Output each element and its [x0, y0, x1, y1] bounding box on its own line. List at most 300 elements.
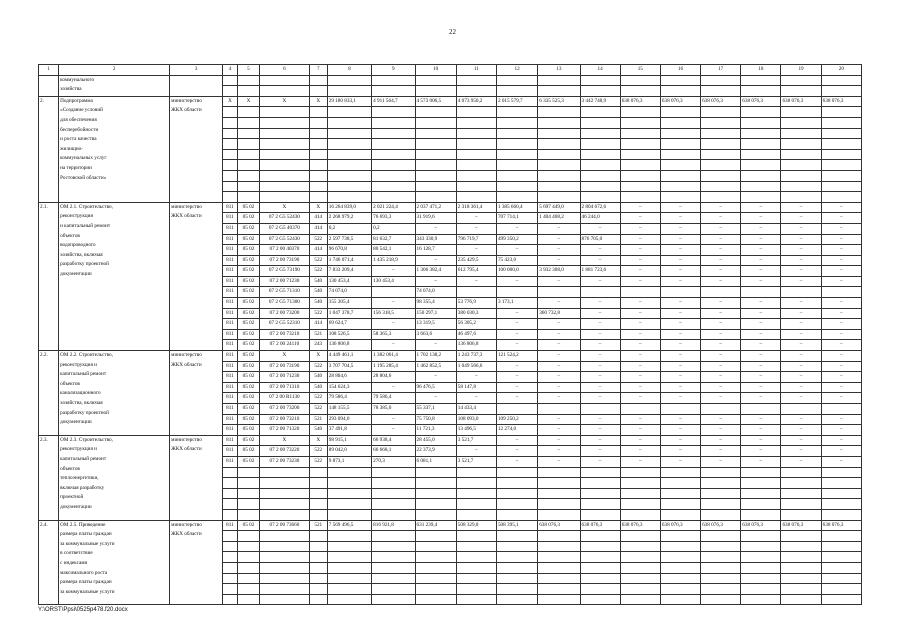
data-cell: 55 337,1 — [415, 404, 456, 415]
data-cell: – — [660, 425, 700, 436]
data-cell — [496, 287, 537, 298]
data-cell — [237, 75, 259, 86]
data-cell — [660, 404, 700, 415]
data-cell: – — [821, 298, 861, 309]
data-cell: – — [538, 340, 580, 351]
program-name-line: коммунального — [60, 76, 95, 83]
data-cell — [309, 541, 327, 552]
column-number: 9 — [372, 65, 415, 76]
data-cell: – — [456, 276, 496, 287]
data-cell — [415, 160, 456, 171]
program-name-line: реконструкция и — [60, 446, 97, 453]
data-cell: 148 155,5 — [327, 404, 371, 415]
data-cell: 05 02 — [237, 202, 259, 213]
data-cell — [580, 488, 620, 499]
data-cell — [372, 160, 415, 171]
data-cell: 6 335 525,3 — [538, 96, 580, 107]
data-cell: – — [781, 245, 821, 256]
data-cell — [327, 160, 371, 171]
data-cell: 108 526,5 — [327, 329, 371, 340]
data-cell — [496, 488, 537, 499]
data-cell — [327, 562, 371, 573]
data-cell — [327, 467, 371, 478]
data-cell — [260, 192, 310, 203]
data-cell — [580, 404, 620, 415]
data-cell — [309, 499, 327, 510]
data-cell — [660, 509, 700, 520]
data-cell — [327, 594, 371, 605]
data-cell — [580, 181, 620, 192]
data-cell: 1 881 723,6 — [580, 266, 620, 277]
data-cell — [496, 509, 537, 520]
data-cell: 631 239,4 — [415, 520, 456, 531]
data-cell: – — [456, 393, 496, 404]
data-cell — [538, 541, 580, 552]
program-name-line: Ростовской области» — [60, 174, 107, 181]
data-cell — [327, 488, 371, 499]
data-cell: 2 015 579,7 — [496, 96, 537, 107]
data-cell — [701, 573, 741, 584]
data-cell: 811 — [223, 520, 238, 531]
data-cell — [415, 584, 456, 595]
data-cell — [415, 107, 456, 118]
data-cell — [660, 117, 700, 128]
data-cell: 07 2 00 73210 — [260, 414, 310, 425]
data-cell: – — [701, 223, 741, 234]
data-cell — [456, 562, 496, 573]
data-cell: – — [620, 276, 660, 287]
data-cell: 811 — [223, 404, 238, 415]
program-name — [59, 520, 170, 605]
data-cell: – — [660, 255, 700, 266]
data-cell: – — [701, 234, 741, 245]
data-cell: – — [701, 329, 741, 340]
column-number: 16 — [660, 65, 700, 76]
data-cell: 66 938,4 — [372, 435, 415, 446]
data-cell — [741, 478, 781, 489]
data-cell: 130 453,4 — [372, 276, 415, 287]
data-cell: 150 297,1 — [415, 308, 456, 319]
data-cell: – — [741, 213, 781, 224]
data-cell: – — [741, 340, 781, 351]
data-cell — [620, 594, 660, 605]
data-cell: – — [415, 276, 456, 287]
data-cell — [620, 170, 660, 181]
data-cell: – — [741, 329, 781, 340]
data-cell: – — [620, 266, 660, 277]
data-cell — [260, 160, 310, 171]
table-row — [39, 435, 862, 446]
data-cell: 811 — [223, 435, 238, 446]
data-cell: – — [372, 340, 415, 351]
data-cell — [580, 287, 620, 298]
data-cell — [456, 541, 496, 552]
data-cell: 1 462 852,5 — [415, 361, 456, 372]
data-cell — [538, 531, 580, 542]
data-cell: 05 02 — [237, 372, 259, 383]
data-cell — [415, 488, 456, 499]
program-name-line: за коммунальные услуги — [60, 540, 115, 547]
data-cell — [415, 117, 456, 128]
data-cell — [309, 117, 327, 128]
data-cell: 07 2 00 71230 — [260, 372, 310, 383]
program-name — [59, 96, 170, 202]
data-cell — [237, 594, 259, 605]
data-cell: 638 076,3 — [538, 520, 580, 531]
data-cell: – — [821, 223, 861, 234]
data-cell — [237, 478, 259, 489]
data-cell: – — [538, 361, 580, 372]
data-cell — [538, 128, 580, 139]
data-cell: – — [415, 340, 456, 351]
data-cell: – — [821, 372, 861, 383]
data-cell: – — [741, 223, 781, 234]
data-cell: – — [741, 372, 781, 383]
data-cell: – — [741, 351, 781, 362]
data-cell — [701, 107, 741, 118]
data-cell — [620, 573, 660, 584]
data-cell: – — [821, 234, 861, 245]
data-cell: – — [781, 234, 821, 245]
data-cell — [372, 181, 415, 192]
data-cell — [237, 509, 259, 520]
data-cell — [372, 467, 415, 478]
executor-line: ЖКХ области — [171, 107, 202, 114]
data-cell: 07 2 G5 52430 — [260, 234, 310, 245]
data-cell — [496, 86, 537, 97]
column-number: 12 — [496, 65, 537, 76]
data-cell — [496, 531, 537, 542]
column-number: 2 — [59, 65, 170, 76]
executor-line: министерство — [171, 203, 202, 210]
data-cell: – — [741, 255, 781, 266]
data-cell: 4 911 564,7 — [372, 96, 415, 107]
data-cell: 05 02 — [237, 319, 259, 330]
data-cell — [415, 594, 456, 605]
data-cell — [741, 531, 781, 542]
row-number: 2.2. — [39, 351, 59, 436]
data-cell — [456, 584, 496, 595]
data-cell: – — [620, 382, 660, 393]
row-number: 2.1. — [39, 202, 59, 350]
data-cell — [223, 117, 238, 128]
data-cell — [701, 160, 741, 171]
data-cell: – — [580, 319, 620, 330]
data-cell: 13 319,5 — [415, 319, 456, 330]
data-cell: 638 076,3 — [580, 520, 620, 531]
data-cell: 876 705,0 — [580, 234, 620, 245]
data-cell — [237, 139, 259, 150]
data-cell — [415, 478, 456, 489]
data-cell — [821, 287, 861, 298]
program-name-line: ОМ 2.5. Приведение — [60, 521, 106, 528]
data-cell — [223, 149, 238, 160]
data-cell — [580, 584, 620, 595]
data-cell — [372, 75, 415, 86]
data-cell: 16 128,7 — [415, 245, 456, 256]
data-cell: Х — [237, 96, 259, 107]
data-cell — [620, 149, 660, 160]
data-cell — [456, 128, 496, 139]
data-cell: Х — [309, 351, 327, 362]
data-cell — [701, 478, 741, 489]
data-cell — [538, 594, 580, 605]
data-cell: 2 268 979,2 — [327, 213, 371, 224]
data-cell — [701, 584, 741, 595]
data-cell: – — [538, 319, 580, 330]
data-cell: – — [701, 361, 741, 372]
data-cell — [821, 509, 861, 520]
data-cell: 811 — [223, 213, 238, 224]
data-cell: 58 365,3 — [372, 329, 415, 340]
data-cell — [496, 107, 537, 118]
data-cell — [741, 86, 781, 97]
data-cell: – — [620, 414, 660, 425]
column-number: 18 — [741, 65, 781, 76]
data-cell: 243 — [309, 340, 327, 351]
data-cell: 811 — [223, 276, 238, 287]
program-name-line: реконструкция и — [60, 361, 97, 368]
data-cell: 109 250,2 — [496, 414, 537, 425]
program-name-line: документации — [60, 419, 92, 426]
data-cell: 154 624,3 — [327, 382, 371, 393]
data-cell: – — [821, 255, 861, 266]
data-cell — [327, 149, 371, 160]
data-cell — [660, 478, 700, 489]
data-cell — [415, 467, 456, 478]
data-cell — [237, 562, 259, 573]
data-cell — [260, 149, 310, 160]
data-cell: – — [781, 382, 821, 393]
data-cell — [372, 562, 415, 573]
program-name-line: объектов — [60, 465, 80, 472]
data-cell: 811 — [223, 287, 238, 298]
data-cell: 76 693,3 — [372, 213, 415, 224]
data-cell: 7 569 496,5 — [327, 520, 371, 531]
data-cell: – — [660, 435, 700, 446]
data-cell — [309, 488, 327, 499]
data-cell — [538, 160, 580, 171]
data-cell — [701, 552, 741, 563]
data-cell — [620, 562, 660, 573]
data-cell — [660, 128, 700, 139]
data-cell — [620, 192, 660, 203]
data-cell — [781, 509, 821, 520]
program-name-line: максимального роста — [60, 569, 108, 576]
data-cell — [327, 531, 371, 542]
data-cell — [223, 509, 238, 520]
data-cell — [327, 509, 371, 520]
data-cell: 05 02 — [237, 456, 259, 467]
data-cell: 2 804 672,6 — [580, 202, 620, 213]
data-cell: – — [741, 414, 781, 425]
data-cell: – — [781, 340, 821, 351]
data-cell: 89 042,0 — [327, 446, 371, 457]
data-cell: 414 — [309, 319, 327, 330]
data-cell: 360 732,8 — [538, 308, 580, 319]
data-cell: – — [538, 329, 580, 340]
data-cell — [456, 181, 496, 192]
data-cell: 811 — [223, 393, 238, 404]
data-cell: 540 — [309, 287, 327, 298]
data-cell — [456, 139, 496, 150]
data-cell — [309, 149, 327, 160]
data-cell — [223, 573, 238, 584]
data-cell — [741, 541, 781, 552]
data-cell — [309, 478, 327, 489]
data-cell — [372, 287, 415, 298]
data-cell — [660, 584, 700, 595]
data-cell — [496, 139, 537, 150]
data-cell — [538, 170, 580, 181]
data-cell: 811 — [223, 446, 238, 457]
program-name-line: капитальный ремонт — [60, 371, 107, 378]
data-cell — [660, 139, 700, 150]
data-cell: – — [701, 372, 741, 383]
data-cell: 05 02 — [237, 298, 259, 309]
data-cell — [223, 541, 238, 552]
row-number — [39, 75, 59, 96]
data-cell — [309, 562, 327, 573]
data-cell — [580, 541, 620, 552]
data-cell: 07 2 00 73210 — [260, 329, 310, 340]
data-cell — [260, 488, 310, 499]
program-name-line: документации — [60, 503, 92, 510]
data-cell — [237, 499, 259, 510]
data-cell — [538, 584, 580, 595]
data-cell — [781, 86, 821, 97]
data-cell — [456, 478, 496, 489]
data-cell: – — [660, 298, 700, 309]
data-cell: 07 2 G5 71300 — [260, 298, 310, 309]
data-cell: 522 — [309, 255, 327, 266]
data-cell: 4 573 006,5 — [415, 96, 456, 107]
data-cell — [223, 192, 238, 203]
data-cell: 522 — [309, 361, 327, 372]
data-cell: 3 663,6 — [415, 329, 456, 340]
data-cell — [580, 160, 620, 171]
column-number: 20 — [821, 65, 861, 76]
data-cell — [372, 488, 415, 499]
data-cell: – — [741, 393, 781, 404]
data-cell — [327, 573, 371, 584]
data-cell: – — [538, 223, 580, 234]
data-cell — [741, 584, 781, 595]
data-cell: – — [620, 255, 660, 266]
data-cell — [327, 499, 371, 510]
data-cell: – — [580, 425, 620, 436]
program-name — [59, 202, 170, 350]
data-cell — [223, 170, 238, 181]
data-cell — [260, 552, 310, 563]
data-cell — [741, 573, 781, 584]
data-cell: – — [620, 298, 660, 309]
data-cell — [781, 499, 821, 510]
data-cell: 1 195 285,4 — [372, 361, 415, 372]
data-cell: 522 — [309, 404, 327, 415]
data-cell — [741, 509, 781, 520]
data-cell: 811 — [223, 361, 238, 372]
data-cell: – — [781, 372, 821, 383]
data-cell: – — [781, 223, 821, 234]
data-cell — [456, 594, 496, 605]
data-cell: 1 404 408,2 — [538, 213, 580, 224]
data-cell: – — [701, 319, 741, 330]
data-cell: – — [620, 446, 660, 457]
data-cell — [821, 117, 861, 128]
data-cell: 53 776,9 — [456, 298, 496, 309]
data-cell: – — [821, 425, 861, 436]
column-number: 15 — [620, 65, 660, 76]
data-cell: – — [538, 255, 580, 266]
data-cell: 29 180 833,1 — [327, 96, 371, 107]
program-name-line: в соответствие — [60, 550, 93, 557]
data-cell: – — [496, 245, 537, 256]
data-cell: 638 076,3 — [741, 96, 781, 107]
program-name-line: Подпрограмма — [60, 97, 93, 104]
data-cell: 811 — [223, 255, 238, 266]
data-cell: 05 02 — [237, 340, 259, 351]
data-cell — [620, 75, 660, 86]
data-cell — [456, 488, 496, 499]
data-cell — [372, 86, 415, 97]
data-cell — [580, 86, 620, 97]
page-number: 22 — [449, 28, 456, 36]
column-number: 14 — [580, 65, 620, 76]
data-cell — [660, 192, 700, 203]
data-cell — [415, 86, 456, 97]
data-cell — [580, 594, 620, 605]
data-cell: – — [538, 351, 580, 362]
data-cell — [309, 573, 327, 584]
data-cell: – — [741, 456, 781, 467]
data-cell — [781, 594, 821, 605]
data-cell: – — [781, 414, 821, 425]
program-name-line: и роста качества — [60, 136, 97, 143]
data-cell — [260, 75, 310, 86]
data-cell — [372, 584, 415, 595]
data-cell — [415, 573, 456, 584]
data-cell — [660, 170, 700, 181]
data-cell: – — [660, 382, 700, 393]
program-name-line: проектной — [60, 494, 84, 501]
data-cell: – — [372, 266, 415, 277]
data-cell: 07 2 G5 52430 — [260, 213, 310, 224]
data-cell — [538, 139, 580, 150]
data-cell — [580, 478, 620, 489]
data-cell — [660, 488, 700, 499]
data-cell — [309, 467, 327, 478]
data-cell — [456, 75, 496, 86]
data-cell: 811 — [223, 308, 238, 319]
data-cell: 1 385 660,4 — [496, 202, 537, 213]
program-name-line: за коммунальные услуги — [60, 588, 115, 595]
data-cell: 75 750,8 — [415, 414, 456, 425]
data-cell: – — [620, 223, 660, 234]
data-cell: 05 02 — [237, 223, 259, 234]
data-cell — [456, 117, 496, 128]
executor-line: ЖКХ области — [171, 213, 202, 220]
data-cell: – — [781, 255, 821, 266]
data-cell — [538, 573, 580, 584]
data-cell: – — [781, 446, 821, 457]
data-cell: – — [372, 425, 415, 436]
data-cell — [496, 478, 537, 489]
data-cell — [580, 552, 620, 563]
data-cell: 811 — [223, 351, 238, 362]
data-cell — [260, 170, 310, 181]
data-cell — [415, 75, 456, 86]
